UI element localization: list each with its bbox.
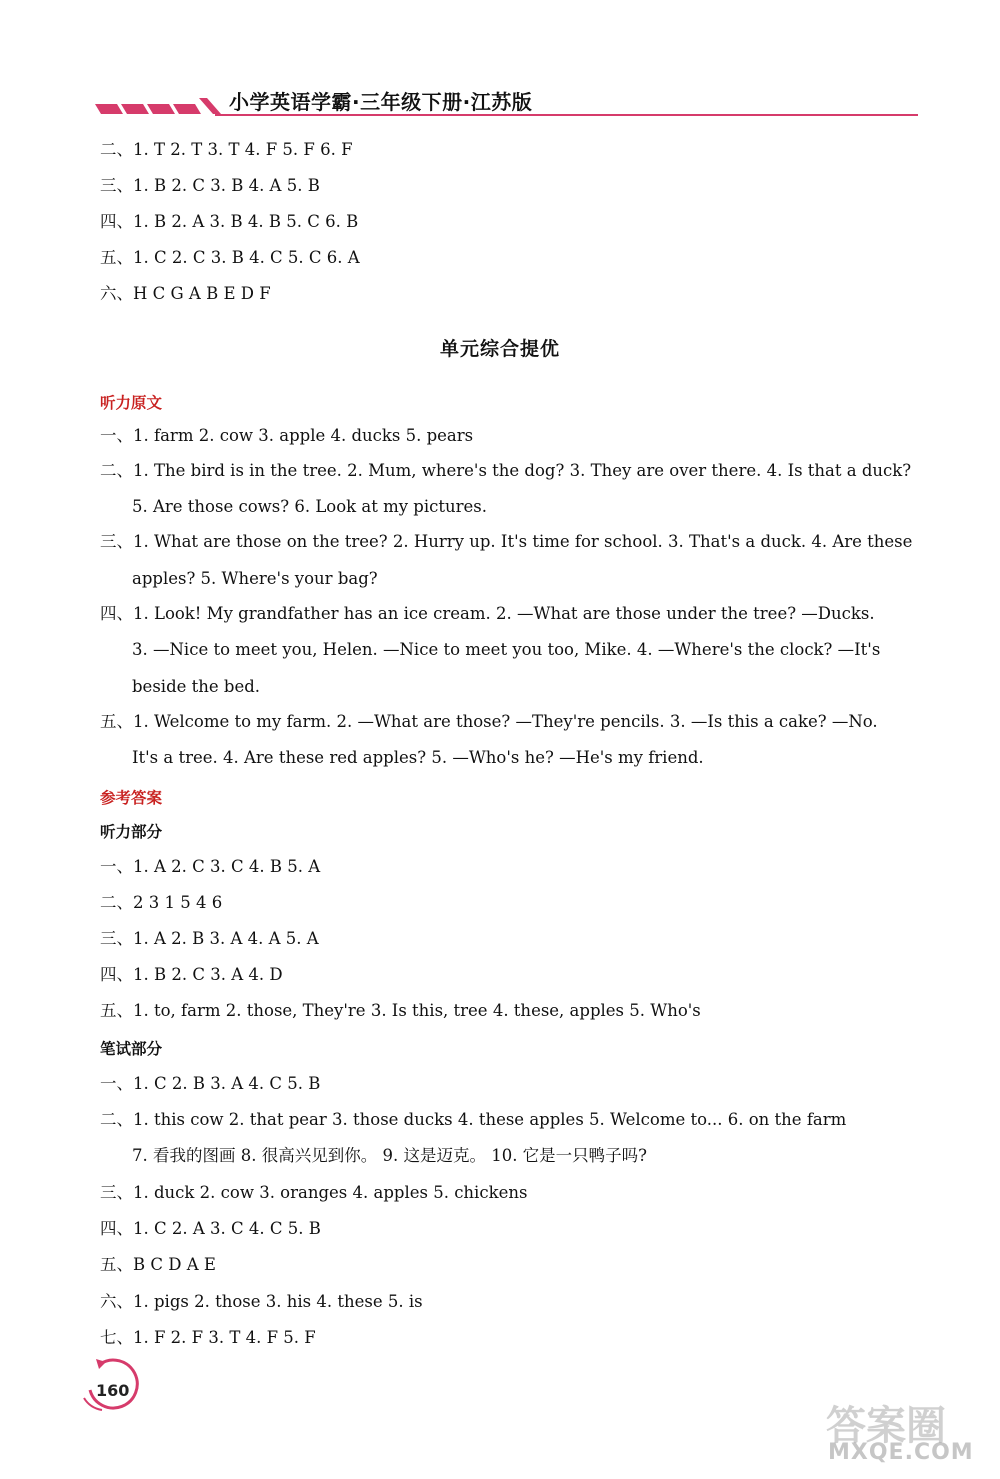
- written-answer-line: 四、1. C 2. A 3. C 4. C 5. B: [100, 1219, 321, 1238]
- page-header: [95, 82, 918, 122]
- written-part-heading: 笔试部分: [100, 1040, 163, 1058]
- header-title: 小学英语学霸·三年级下册·江苏版: [229, 90, 533, 114]
- page-number: 160: [96, 1381, 130, 1400]
- answer-line: 五、1. C 2. C 3. B 4. C 5. C 6. A: [100, 248, 360, 267]
- answer-heading: 参考答案: [100, 789, 163, 807]
- written-answer-line: 七、1. F 2. F 3. T 4. F 5. F: [100, 1328, 316, 1347]
- listening-text-line: 二、1. The bird is in the tree. 2. Mum, where's the dog? 3. They are over there. 4. Is that a duck?: [100, 461, 912, 480]
- written-answer-line: 三、1. duck 2. cow 3. oranges 4. apples 5. chickens: [100, 1183, 528, 1202]
- listening-answer-line: 五、1. to, farm 2. those, They're 3. Is this, tree 4. these, apples 5. Who's: [100, 1001, 701, 1020]
- listening-text-line: beside the bed.: [132, 677, 261, 696]
- listening-answer-line: 三、1. A 2. B 3. A 4. A 5. A: [100, 929, 319, 948]
- listening-text-line: 一、1. farm 2. cow 3. apple 4. ducks 5. pears: [100, 426, 474, 445]
- answer-line: 四、1. B 2. A 3. B 4. B 5. C 6. B: [100, 212, 359, 231]
- written-answer-line: 五、B C D A E: [100, 1255, 216, 1274]
- answer-line: 三、1. B 2. C 3. B 4. A 5. B: [100, 176, 320, 195]
- answer-line: 六、H C G A B E D F: [100, 284, 271, 303]
- listening-part-heading: 听力部分: [100, 823, 163, 841]
- header-decoration-icon: [95, 96, 225, 116]
- answer-line: 二、1. T 2. T 3. T 4. F 5. F 6. F: [100, 140, 353, 159]
- written-answer-line: 二、1. this cow 2. that pear 3. those ducks 4. these apples 5. Welcome to... 6. on the farm: [100, 1110, 847, 1129]
- listening-text-line: 5. Are those cows? 6. Look at my pictures.: [132, 497, 488, 516]
- listening-text-line: 五、1. Welcome to my farm. 2. —What are those? —They're pencils. 3. —Is this a cake? —No.: [100, 712, 878, 731]
- watermark-text: MXQE.COM: [828, 1440, 974, 1465]
- listening-answer-line: 四、1. B 2. C 3. A 4. D: [100, 965, 283, 984]
- section-title: 单元综合提优: [439, 338, 560, 360]
- listening-text-line: 四、1. Look! My grandfather has an ice cream. 2. —What are those under the tree? —Ducks.: [100, 604, 875, 623]
- listening-text-line: 三、1. What are those on the tree? 2. Hurry up. It's time for school. 3. That's a duck. 4. Are these: [100, 532, 913, 551]
- listening-answer-line: 一、1. A 2. C 3. C 4. B 5. A: [100, 857, 321, 876]
- written-answer-line: 一、1. C 2. B 3. A 4. C 5. B: [100, 1074, 321, 1093]
- listening-text-heading: 听力原文: [100, 394, 163, 412]
- header-divider: [215, 114, 918, 116]
- listening-text-line: 3. —Nice to meet you, Helen. —Nice to meet you too, Mike. 4. —Where's the clock? —It's: [132, 640, 881, 659]
- watermark-logo: 答案圈: [826, 1403, 946, 1449]
- written-answer-line: 7. 看我的图画 8. 很高兴见到你。 9. 这是迈克。 10. 它是一只鸭子吗?: [132, 1146, 648, 1165]
- listening-text-line: It's a tree. 4. Are these red apples? 5. —Who's he? —He's my friend.: [132, 748, 704, 767]
- written-answer-line: 六、1. pigs 2. those 3. his 4. these 5. is: [100, 1292, 423, 1311]
- listening-text-line: apples? 5. Where's your bag?: [132, 569, 378, 588]
- listening-answer-line: 二、2 3 1 5 4 6: [100, 893, 223, 912]
